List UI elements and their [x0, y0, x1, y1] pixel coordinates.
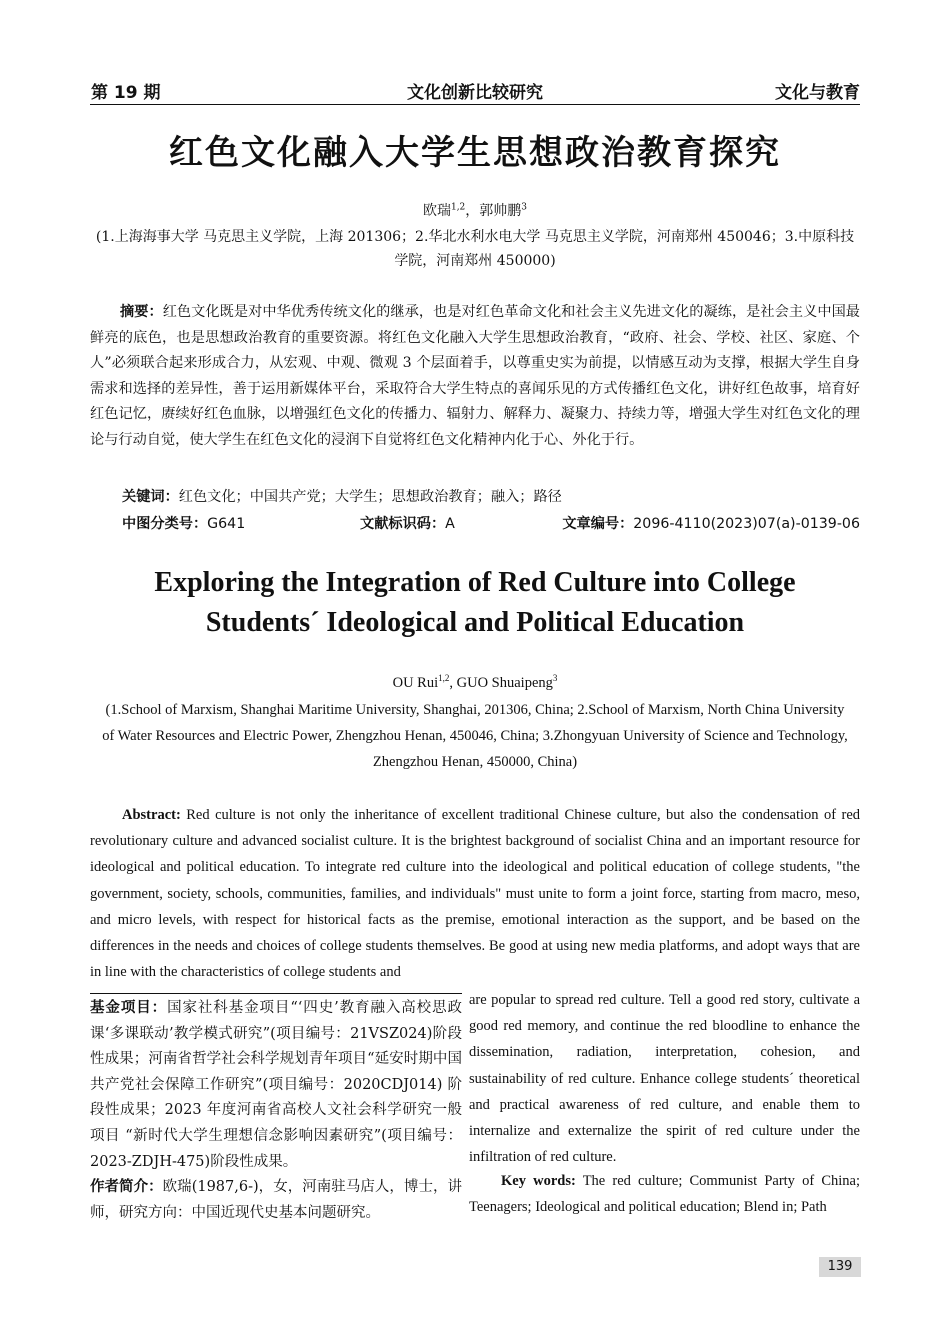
section-name: 文化与教育 — [775, 83, 860, 103]
en-abstract — [90, 802, 860, 985]
en-author-1-affil: 1,2 — [438, 673, 450, 683]
cn-affiliation: (1.上海海事大学 马克思主义学院，上海 201306；2.华北水利水电大学 马克思主义学院，河南郑州 450046；3.中原科技学院，河南郑州 450000) — [95, 229, 855, 269]
en-title-line-1: Exploring the Integration of Red Culture into College — [154, 567, 796, 598]
journal-name: 文化创新比较研究 — [407, 83, 543, 103]
en-author-sep: , GUO Shuaipeng — [449, 674, 553, 691]
en-authors — [0, 673, 950, 692]
en-abstract-label: Abstract: — [122, 807, 181, 823]
article-no-value: 2096-4110(2023)07(a)-0139-06 — [633, 516, 860, 532]
cn-title: 红色文化融入大学生思想政治教育探究 — [169, 133, 781, 173]
cn-author-1: 欧瑞 — [422, 203, 451, 219]
en-title — [0, 563, 950, 643]
document-code — [360, 513, 455, 533]
clc-value: G641 — [207, 516, 246, 532]
fund-text: 国家社科基金项目“‘四史’教育融入高校思政课‘多课联动’教学模式研究”(项目编号：21VSZ024)阶段性成果；河南省哲学社会科学规划青年项目“延安时期中国共产党社会保障工作研究”(项目编号：2020CDJ014) 阶段性成果；2023 年度河南省高校人文社会科学研究一般项目 “新时代大学生理想信念影响因素研究”(项目编号：2023-ZDJH-475)阶段性成果。 — [90, 1000, 462, 1170]
en-abstract-text-1: Red culture is not only the inheritance of excellent traditional Chinese culture, but also the condensation of red revolutionary culture and advanced socialist culture. It is the brightest background of socialist China and an important resource for ideological and political education. To integrate red culture into the ideological and political education of college students, "the government, society, schools, communities, families, and individuals" must unite to form a joint force, starting from macro, meso, and micro levels, with respect for historical facts as the premise, emotional interaction as the support, and be based on the differences in the needs and choices of college students themselves. Be good at using new media platforms, and adopt ways that are in line with the characteristics of college students and — [90, 807, 861, 981]
cn-author-1-affil: 1,2 — [450, 202, 466, 213]
en-keywords-text: The red culture; Communist Party of China; Teenagers; Ideological and political education; Blend in; Path — [469, 1173, 860, 1216]
cn-authors — [0, 200, 950, 220]
doc-code-value: A — [445, 516, 455, 532]
doc-code-label: 文献标识码： — [360, 516, 446, 532]
cn-abstract-label: 摘要： — [120, 304, 163, 320]
cn-abstract — [90, 300, 860, 454]
author-bio — [90, 1175, 462, 1226]
fund-label: 基金项目： — [90, 1000, 168, 1016]
header-rule — [90, 104, 860, 105]
author-bio-text: 欧瑞(1987,6-)，女，河南驻马店人，博士，讲师，研究方向：中国近现代史基本问题研究。 — [90, 1179, 463, 1221]
cn-keywords-label: 关键词： — [122, 489, 179, 505]
author-bio-label: 作者简介： — [90, 1179, 163, 1196]
clc-number — [122, 513, 245, 533]
fund-note — [90, 996, 462, 1175]
en-author-2-affil: 3 — [552, 673, 558, 683]
cn-author-sep: ，郭帅鹏 — [465, 203, 522, 219]
issue-number: 第 19 期 — [91, 83, 161, 103]
cn-keywords — [122, 486, 562, 506]
article-no-label: 文章编号： — [562, 516, 634, 532]
cn-keywords-text: 红色文化；中国共产党；大学生；思想政治教育；融入；路径 — [178, 489, 562, 505]
cn-author-2-affil: 3 — [521, 202, 528, 213]
en-abstract-continued: are popular to spread red culture. Tell a good red story, cultivate a good red memory, and continue the red bloodline to enhance the dissemination, radiation, interpretation, cohesion, and sustainability of red culture. Enhance college students´ theoretical and practical awareness of red culture, and enable them to internalize and externalize the spirit of red culture under the infiltration of red culture. — [469, 992, 860, 1166]
en-title-line-2: Students´ Ideological and Political Education — [205, 607, 745, 638]
clc-label: 中图分类号： — [122, 516, 208, 532]
footnote-block — [90, 993, 462, 1226]
page-number: 139 — [819, 1257, 861, 1277]
article-number — [562, 513, 860, 533]
en-keywords — [469, 1168, 860, 1220]
en-keywords-label: Key words: — [501, 1173, 576, 1189]
en-author-1: OU Rui — [392, 674, 439, 691]
cn-abstract-text: 红色文化既是对中华优秀传统文化的继承，也是对红色革命文化和社会主义先进文化的凝练，是社会主义中国最鲜亮的底色，也是思想政治教育的重要资源。将红色文化融入大学生思想政治教育，“政府、社会、学校、社区、家庭、个人”必须联合起来形成合力，从宏观、中观、微观 3 个层面着手，以尊重史实为前提，以情感互动为支撑，根据大学生自身需求和选择的差异性，善于运用新媒体平台，采取符合大学生特点的喜闻乐见的方式传播红色文化，讲好红色故事，培育好红色记忆，赓续好红色血脉，以增强红色文化的传播力、辐射力、解释力、凝聚力、持续力等，增强大学生对红色文化的理论与行动自觉，使大学生在红色文化的浸润下自觉将红色文化精神内化于心、外化于行。 — [90, 304, 860, 448]
en-affiliation: (1.School of Marxism, Shanghai Maritime University, Shanghai, 201306, China; 2.School of Marxism, North China University of Water Resources and Electric Power, Zhengzhou Henan, 450046, China; 3.Zhongyuan University of Science and Technology, Zhengzhou Henan, 450000, China) — [102, 702, 848, 770]
